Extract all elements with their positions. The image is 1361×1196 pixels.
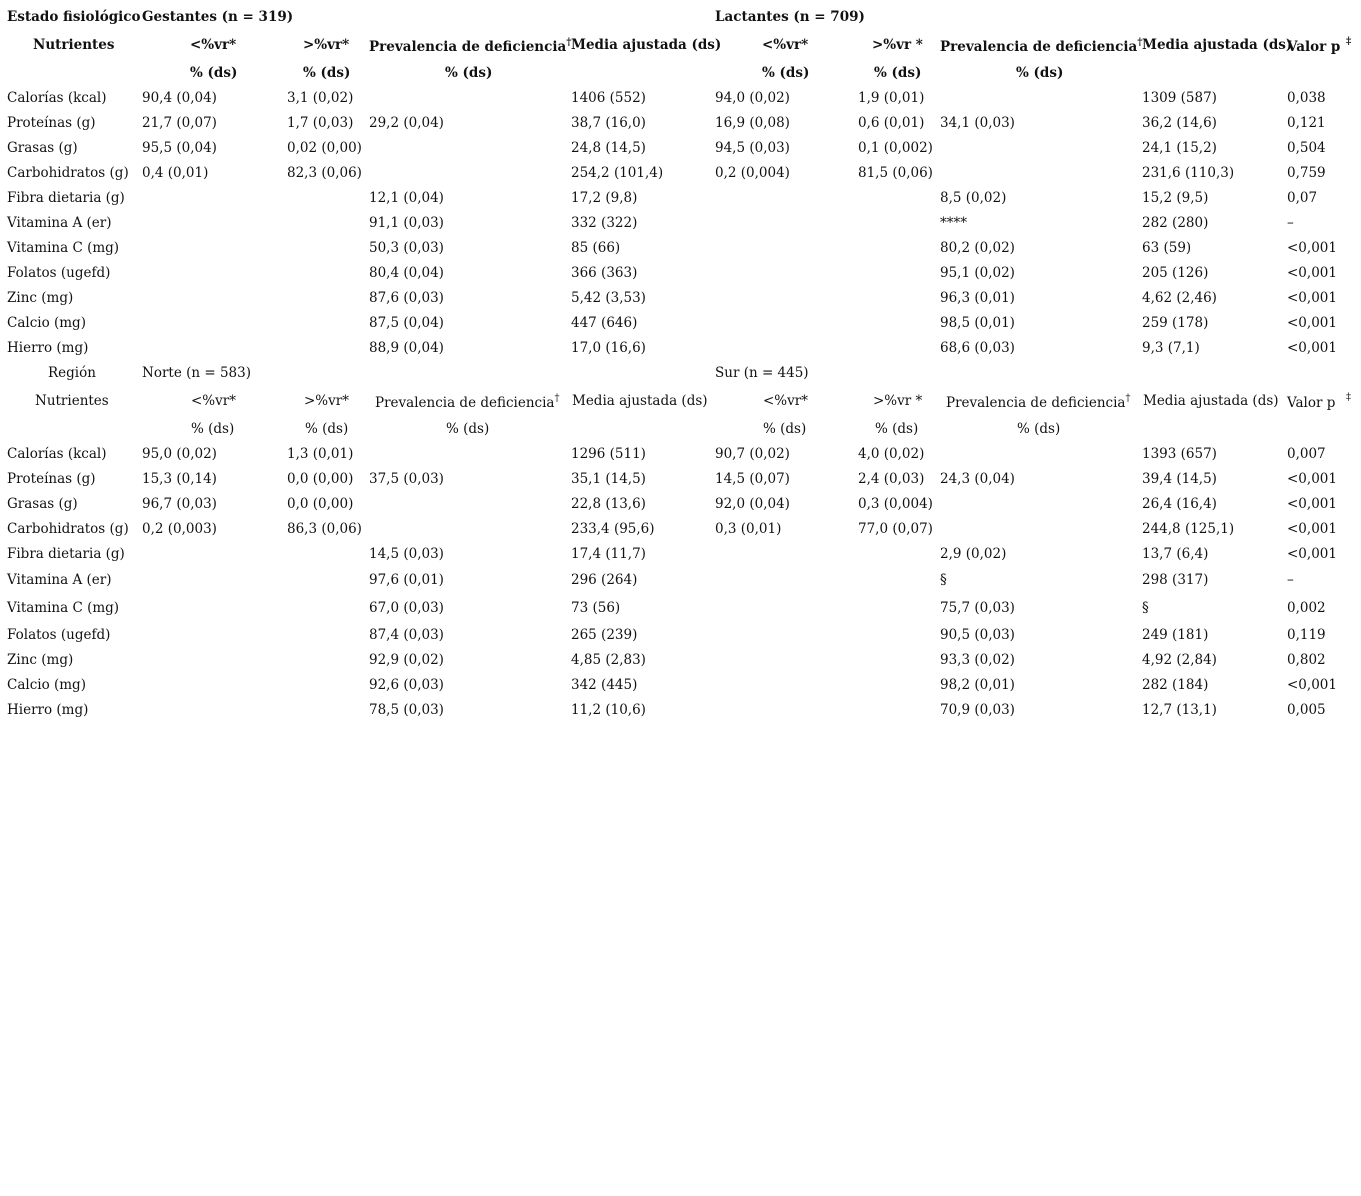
nutrient-name: Calcio (mg) xyxy=(7,315,86,331)
table-cell: 85 (66) xyxy=(571,240,621,256)
table-cell: 13,7 (6,4) xyxy=(1142,546,1209,562)
table-cell: § xyxy=(1142,600,1149,616)
table-cell: 87,6 (0,03) xyxy=(369,290,444,306)
group-left-title: Norte (n = 583) xyxy=(142,365,251,381)
table-cell: 63 (59) xyxy=(1142,240,1192,256)
table-cell: 4,92 (2,84) xyxy=(1142,652,1217,668)
table-cell: 14,5 (0,03) xyxy=(369,546,444,562)
table-cell: 254,2 (101,4) xyxy=(571,165,664,181)
table-cell: 0,1 (0,002) xyxy=(858,140,933,156)
subheader: % (ds) xyxy=(190,65,238,81)
nutrient-name: Carbohidratos (g) xyxy=(7,521,129,537)
table-cell: 244,8 (125,1) xyxy=(1142,521,1235,537)
table-cell: 0,3 (0,01) xyxy=(715,521,782,537)
table-cell: 35,1 (14,5) xyxy=(571,471,646,487)
subheader: % (ds) xyxy=(762,65,810,81)
header-valor-p: Valor p xyxy=(1287,39,1341,55)
table-cell: 0,07 xyxy=(1287,190,1318,206)
nutrient-name: Zinc (mg) xyxy=(7,652,74,668)
table-cell: 82,3 (0,06) xyxy=(287,165,362,181)
table-cell: 1406 (552) xyxy=(571,90,646,106)
table-cell: 81,5 (0,06) xyxy=(858,165,933,181)
table-cell: 24,8 (14,5) xyxy=(571,140,646,156)
subheader: % (ds) xyxy=(445,65,493,81)
table-cell: 21,7 (0,07) xyxy=(142,115,217,131)
table-cell: 0,119 xyxy=(1287,627,1326,643)
table-cell: 342 (445) xyxy=(571,677,638,693)
nutrient-name: Vitamina C (mg) xyxy=(7,240,120,256)
header-nutrientes: Nutrientes xyxy=(35,393,109,409)
table-cell: 3,1 (0,02) xyxy=(287,90,354,106)
table-cell: 233,4 (95,6) xyxy=(571,521,655,537)
table-cell: 92,9 (0,02) xyxy=(369,652,444,668)
table-cell: 4,62 (2,46) xyxy=(1142,290,1217,306)
nutrient-name: Grasas (g) xyxy=(7,140,78,156)
dagger-mark: † xyxy=(566,37,572,48)
header-gt-right: >%vr * xyxy=(873,393,923,409)
table-cell: 1,9 (0,01) xyxy=(858,90,925,106)
table-cell: 0,02 (0,00) xyxy=(287,140,362,156)
table-cell: 15,2 (9,5) xyxy=(1142,190,1209,206)
table-cell: 17,4 (11,7) xyxy=(571,546,646,562)
nutrient-name: Hierro (mg) xyxy=(7,702,89,718)
table-cell: 34,1 (0,03) xyxy=(940,115,1015,131)
header-prevalencia-right-text: Prevalencia de deficiencia xyxy=(940,39,1138,55)
table-cell: 78,5 (0,03) xyxy=(369,702,444,718)
table-cell: 91,1 (0,03) xyxy=(369,215,444,231)
table-cell: <0,001 xyxy=(1287,340,1337,356)
header-media-right: Media ajustada (ds) xyxy=(1143,393,1279,409)
table-cell: 366 (363) xyxy=(571,265,638,281)
table-cell: 0,0 (0,00) xyxy=(287,471,354,487)
header-prevalencia-right xyxy=(940,38,1142,56)
table-cell: 15,3 (0,14) xyxy=(142,471,217,487)
nutrient-name: Fibra dietaria (g) xyxy=(7,546,125,562)
table-cell: 98,5 (0,01) xyxy=(940,315,1015,331)
double-dagger-mark: ‡ xyxy=(1346,392,1351,403)
header-prevalencia-left xyxy=(375,394,559,412)
table-cell: 37,5 (0,03) xyxy=(369,471,444,487)
table-cell: 77,0 (0,07) xyxy=(858,521,933,537)
header-valor-p: Valor p xyxy=(1287,395,1336,411)
table-cell: 93,3 (0,02) xyxy=(940,652,1015,668)
nutrient-name: Proteínas (g) xyxy=(7,471,96,487)
table-cell: 92,6 (0,03) xyxy=(369,677,444,693)
table-cell: 1,7 (0,03) xyxy=(287,115,354,131)
group-left-title: Gestantes (n = 319) xyxy=(142,9,294,25)
table-cell: 296 (264) xyxy=(571,572,638,588)
header-prevalencia-left-text: Prevalencia de deficiencia xyxy=(369,39,567,55)
header-gt-right: >%vr * xyxy=(872,37,923,53)
table-cell: 11,2 (10,6) xyxy=(571,702,646,718)
table-cell: 0,0 (0,00) xyxy=(287,496,354,512)
nutrient-name: Vitamina C (mg) xyxy=(7,600,120,616)
nutrient-name: Fibra dietaria (g) xyxy=(7,190,125,206)
table-cell: <0,001 xyxy=(1287,546,1337,562)
table-cell: 26,4 (16,4) xyxy=(1142,496,1217,512)
table-cell: <0,001 xyxy=(1287,677,1337,693)
subheader: % (ds) xyxy=(763,421,807,437)
table-cell: 68,6 (0,03) xyxy=(940,340,1015,356)
subheader: % (ds) xyxy=(191,421,235,437)
nutrient-name: Calorías (kcal) xyxy=(7,446,107,462)
table-cell: 205 (126) xyxy=(1142,265,1209,281)
table-cell: 332 (322) xyxy=(571,215,638,231)
table-cell: 0,038 xyxy=(1287,90,1326,106)
subheader: % (ds) xyxy=(305,421,349,437)
nutrient-name: Proteínas (g) xyxy=(7,115,96,131)
table-cell: 0,802 xyxy=(1287,652,1326,668)
header-media-left: Media ajustada (ds) xyxy=(572,393,708,409)
dagger-mark: † xyxy=(1125,393,1131,404)
table-cell: <0,001 xyxy=(1287,315,1337,331)
table-cell: <0,001 xyxy=(1287,265,1337,281)
table-cell: 94,0 (0,02) xyxy=(715,90,790,106)
table-cell: 231,6 (110,3) xyxy=(1142,165,1235,181)
subheader: % (ds) xyxy=(1017,421,1061,437)
table-cell: 298 (317) xyxy=(1142,572,1209,588)
nutrient-name: Zinc (mg) xyxy=(7,290,74,306)
table-cell: 0,3 (0,004) xyxy=(858,496,933,512)
header-gt-left: >%vr* xyxy=(304,393,349,409)
table-cell: 0,007 xyxy=(1287,446,1326,462)
table-cell: 14,5 (0,07) xyxy=(715,471,790,487)
table-cell: 9,3 (7,1) xyxy=(1142,340,1200,356)
table-cell: 259 (178) xyxy=(1142,315,1209,331)
table-cell: 95,1 (0,02) xyxy=(940,265,1015,281)
nutrient-name: Vitamina A (er) xyxy=(7,215,112,231)
nutrient-name: Carbohidratos (g) xyxy=(7,165,129,181)
table-cell: 1,3 (0,01) xyxy=(287,446,354,462)
dagger-mark: † xyxy=(1137,37,1143,48)
table-cell: 36,2 (14,6) xyxy=(1142,115,1217,131)
table-cell: 8,5 (0,02) xyxy=(940,190,1007,206)
table-cell: 24,3 (0,04) xyxy=(940,471,1015,487)
table-cell: **** xyxy=(940,215,967,231)
table-cell: 86,3 (0,06) xyxy=(287,521,362,537)
table-cell: 24,1 (15,2) xyxy=(1142,140,1217,156)
header-prevalencia-left-text: Prevalencia de deficiencia xyxy=(375,395,555,411)
table-cell: 29,2 (0,04) xyxy=(369,115,444,131)
table-cell: 95,0 (0,02) xyxy=(142,446,217,462)
nutrient-name: Vitamina A (er) xyxy=(7,572,112,588)
header-prevalencia-left xyxy=(369,38,571,56)
table-cell: 0,759 xyxy=(1287,165,1326,181)
header-lt-right: <%vr* xyxy=(763,393,808,409)
table-cell: 447 (646) xyxy=(571,315,638,331)
table-cell: 80,4 (0,04) xyxy=(369,265,444,281)
table-cell: 0,4 (0,01) xyxy=(142,165,209,181)
table-cell: 22,8 (13,6) xyxy=(571,496,646,512)
table-cell: 1393 (657) xyxy=(1142,446,1217,462)
table-cell: 90,7 (0,02) xyxy=(715,446,790,462)
header-media-right: Media ajustada (ds) xyxy=(1142,37,1293,53)
group-right-title: Sur (n = 445) xyxy=(715,365,809,381)
header-lt-left: <%vr* xyxy=(191,393,236,409)
header-media-left: Media ajustada (ds) xyxy=(571,37,722,53)
nutrient-name: Calorías (kcal) xyxy=(7,90,107,106)
table-cell: 38,7 (16,0) xyxy=(571,115,646,131)
nutrient-name: Folatos (ugefd) xyxy=(7,627,111,643)
table-cell: 1296 (511) xyxy=(571,446,646,462)
table-cell: 0,005 xyxy=(1287,702,1326,718)
dagger-mark: † xyxy=(554,393,560,404)
table-cell: 92,0 (0,04) xyxy=(715,496,790,512)
table-cell: 95,5 (0,04) xyxy=(142,140,217,156)
table-cell: 5,42 (3,53) xyxy=(571,290,646,306)
table-cell: 0,6 (0,01) xyxy=(858,115,925,131)
table-cell: 80,2 (0,02) xyxy=(940,240,1015,256)
table-cell: 17,0 (16,6) xyxy=(571,340,646,356)
table-cell: <0,001 xyxy=(1287,471,1337,487)
table-cell: 265 (239) xyxy=(571,627,638,643)
table-cell: 17,2 (9,8) xyxy=(571,190,638,206)
table-cell: 39,4 (14,5) xyxy=(1142,471,1217,487)
nutrient-name: Folatos (ugefd) xyxy=(7,265,111,281)
header-lt-left: <%vr* xyxy=(190,37,237,53)
table-cell: 75,7 (0,03) xyxy=(940,600,1015,616)
group-label: Región xyxy=(48,365,96,381)
table-cell: <0,001 xyxy=(1287,496,1337,512)
table-cell: 0,2 (0,003) xyxy=(142,521,217,537)
table-cell: 70,9 (0,03) xyxy=(940,702,1015,718)
table-cell: 87,5 (0,04) xyxy=(369,315,444,331)
nutrient-name: Grasas (g) xyxy=(7,496,78,512)
table-cell: <0,001 xyxy=(1287,240,1337,256)
table-cell: 73 (56) xyxy=(571,600,621,616)
table-cell: 0,002 xyxy=(1287,600,1326,616)
subheader: % (ds) xyxy=(446,421,490,437)
table-cell: 94,5 (0,03) xyxy=(715,140,790,156)
table-cell: 4,85 (2,83) xyxy=(571,652,646,668)
header-gt-left: >%vr* xyxy=(303,37,350,53)
subheader: % (ds) xyxy=(874,65,922,81)
table-cell: 67,0 (0,03) xyxy=(369,600,444,616)
table-cell: 0,121 xyxy=(1287,115,1326,131)
table-cell: <0,001 xyxy=(1287,290,1337,306)
table-cell: 282 (280) xyxy=(1142,215,1209,231)
table-cell: – xyxy=(1287,215,1294,231)
table-cell: 88,9 (0,04) xyxy=(369,340,444,356)
table-cell: – xyxy=(1287,572,1294,588)
table-cell: 249 (181) xyxy=(1142,627,1209,643)
table-cell: 98,2 (0,01) xyxy=(940,677,1015,693)
table-cell: 12,1 (0,04) xyxy=(369,190,444,206)
table-cell: § xyxy=(940,572,947,588)
header-nutrientes: Nutrientes xyxy=(33,37,115,53)
double-dagger-mark: ‡ xyxy=(1346,36,1352,47)
header-prevalencia-right xyxy=(946,394,1130,412)
group-right-title: Lactantes (n = 709) xyxy=(715,9,865,25)
table-cell: 1309 (587) xyxy=(1142,90,1217,106)
table-cell: 90,4 (0,04) xyxy=(142,90,217,106)
nutrient-name: Hierro (mg) xyxy=(7,340,89,356)
table-cell: 96,3 (0,01) xyxy=(940,290,1015,306)
table-cell: 90,5 (0,03) xyxy=(940,627,1015,643)
table-cell: 2,9 (0,02) xyxy=(940,546,1007,562)
table-cell: 12,7 (13,1) xyxy=(1142,702,1217,718)
table-cell: <0,001 xyxy=(1287,521,1337,537)
table-cell: 87,4 (0,03) xyxy=(369,627,444,643)
header-prevalencia-right-text: Prevalencia de deficiencia xyxy=(946,395,1126,411)
subheader: % (ds) xyxy=(1016,65,1064,81)
table-cell: 0,504 xyxy=(1287,140,1326,156)
table-cell: 4,0 (0,02) xyxy=(858,446,925,462)
table-cell: 16,9 (0,08) xyxy=(715,115,790,131)
subheader: % (ds) xyxy=(875,421,919,437)
table-cell: 282 (184) xyxy=(1142,677,1209,693)
table-cell: 50,3 (0,03) xyxy=(369,240,444,256)
table-cell: 2,4 (0,03) xyxy=(858,471,925,487)
table-cell: 96,7 (0,03) xyxy=(142,496,217,512)
group-label: Estado fisiológico xyxy=(7,9,141,25)
subheader: % (ds) xyxy=(303,65,351,81)
header-lt-right: <%vr* xyxy=(762,37,809,53)
table-cell: 0,2 (0,004) xyxy=(715,165,790,181)
table-cell: 97,6 (0,01) xyxy=(369,572,444,588)
nutrient-name: Calcio (mg) xyxy=(7,677,86,693)
